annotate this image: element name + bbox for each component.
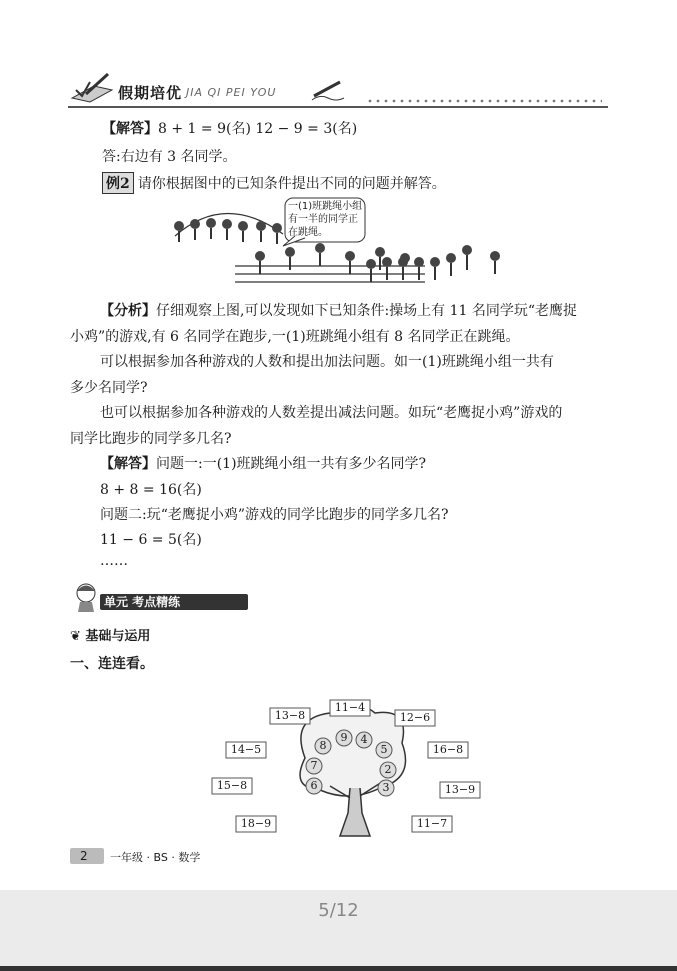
apple-6: 2 bbox=[384, 763, 392, 776]
header-rule bbox=[68, 106, 608, 108]
card-8: 18−9 bbox=[240, 817, 272, 830]
example2-badge: 例2 bbox=[102, 172, 134, 194]
answer1-conclusion: 答:右边有 3 名同学。 bbox=[102, 149, 237, 165]
section-label: 基础与运用 bbox=[85, 629, 151, 644]
pager: 5/12 bbox=[318, 900, 359, 921]
answer1-label: 【解答】 bbox=[102, 121, 158, 137]
analysis-line3: 可以根据参加各种游戏的人数和提出加法问题。如一(1)班跳绳小组一共有 bbox=[100, 354, 554, 370]
card-5: 16−8 bbox=[432, 743, 464, 756]
girl-icon bbox=[70, 582, 102, 612]
answer2-ellipsis: …… bbox=[100, 553, 128, 569]
card-4: 14−5 bbox=[230, 743, 262, 756]
page-header bbox=[68, 70, 608, 110]
answer1-line bbox=[102, 118, 357, 138]
example2-line bbox=[102, 172, 446, 194]
header-title: 假期培优 bbox=[118, 84, 183, 102]
header-dots bbox=[366, 98, 602, 104]
card-7: 13−9 bbox=[444, 783, 476, 796]
card-6: 15−8 bbox=[216, 779, 248, 792]
card-2: 11−4 bbox=[334, 701, 366, 714]
answer1-text: 8 + 1 = 9(名) 12 − 9 = 3(名) bbox=[158, 121, 358, 137]
apple-3: 4 bbox=[360, 733, 368, 746]
connect-diagram bbox=[210, 678, 485, 838]
answer2-eq1: 8 + 8 = 16(名) bbox=[100, 482, 202, 498]
pen-icon bbox=[310, 76, 350, 102]
answer2-label: 【解答】 bbox=[100, 456, 156, 472]
apple-7: 6 bbox=[310, 779, 318, 792]
unit-banner bbox=[70, 582, 250, 612]
analysis-line5: 也可以根据参加各种游戏的人数差提出减法问题。如玩“老鹰捉小鸡”游戏的 bbox=[100, 405, 563, 421]
analysis-line1 bbox=[100, 300, 577, 320]
card-3: 12−6 bbox=[399, 711, 431, 724]
example2-text: 请你根据图中的已知条件提出不同的问题并解答。 bbox=[137, 176, 446, 192]
book-title: 一年级 · BS · 数学 bbox=[110, 851, 201, 864]
leaf-icon: ❦ bbox=[70, 629, 86, 644]
answer2-q1: 问题一:一(1)班跳绳小组一共有多少名同学? bbox=[156, 456, 427, 472]
header-subtitle: JIA QI PEI YOU bbox=[186, 86, 277, 99]
bottom-rule bbox=[0, 966, 677, 971]
answer2-line1 bbox=[100, 453, 426, 473]
apple-4: 5 bbox=[380, 743, 388, 756]
analysis-line2: 小鸡”的游戏,有 6 名同学在跑步,一(1)班跳绳小组有 8 名同学正在跳绳。 bbox=[70, 329, 520, 345]
question1-label: 一、连连看。 bbox=[70, 656, 154, 672]
analysis-text1: 仔细观察上图,可以发现如下已知条件:操场上有 11 名同学玩“老鹰捉 bbox=[156, 303, 578, 319]
apple-2: 9 bbox=[340, 731, 348, 744]
analysis-line6: 同学比跑步的同学多几名? bbox=[70, 431, 232, 447]
analysis-label: 【分析】 bbox=[100, 303, 156, 319]
card-9: 11−7 bbox=[416, 817, 448, 830]
answer2-eq2: 11 − 6 = 5(名) bbox=[100, 532, 202, 548]
analysis-line4: 多少名同学? bbox=[70, 380, 148, 396]
apple-5: 7 bbox=[310, 759, 318, 772]
apple-8: 3 bbox=[382, 781, 390, 794]
card-1: 13−8 bbox=[274, 709, 306, 722]
speech-bubble-text: 一(1)班跳绳小组有一半的同学正在跳绳。 bbox=[288, 201, 363, 238]
pencil-book-icon bbox=[68, 72, 116, 106]
answer2-q2: 问题二:玩“老鹰捉小鸡”游戏的同学比跑步的同学多几名? bbox=[100, 507, 449, 523]
page-number: 2 bbox=[70, 848, 104, 864]
apple-1: 8 bbox=[319, 739, 327, 752]
section-title bbox=[70, 625, 150, 644]
unit-label: 单元 考点精练 bbox=[104, 595, 181, 609]
